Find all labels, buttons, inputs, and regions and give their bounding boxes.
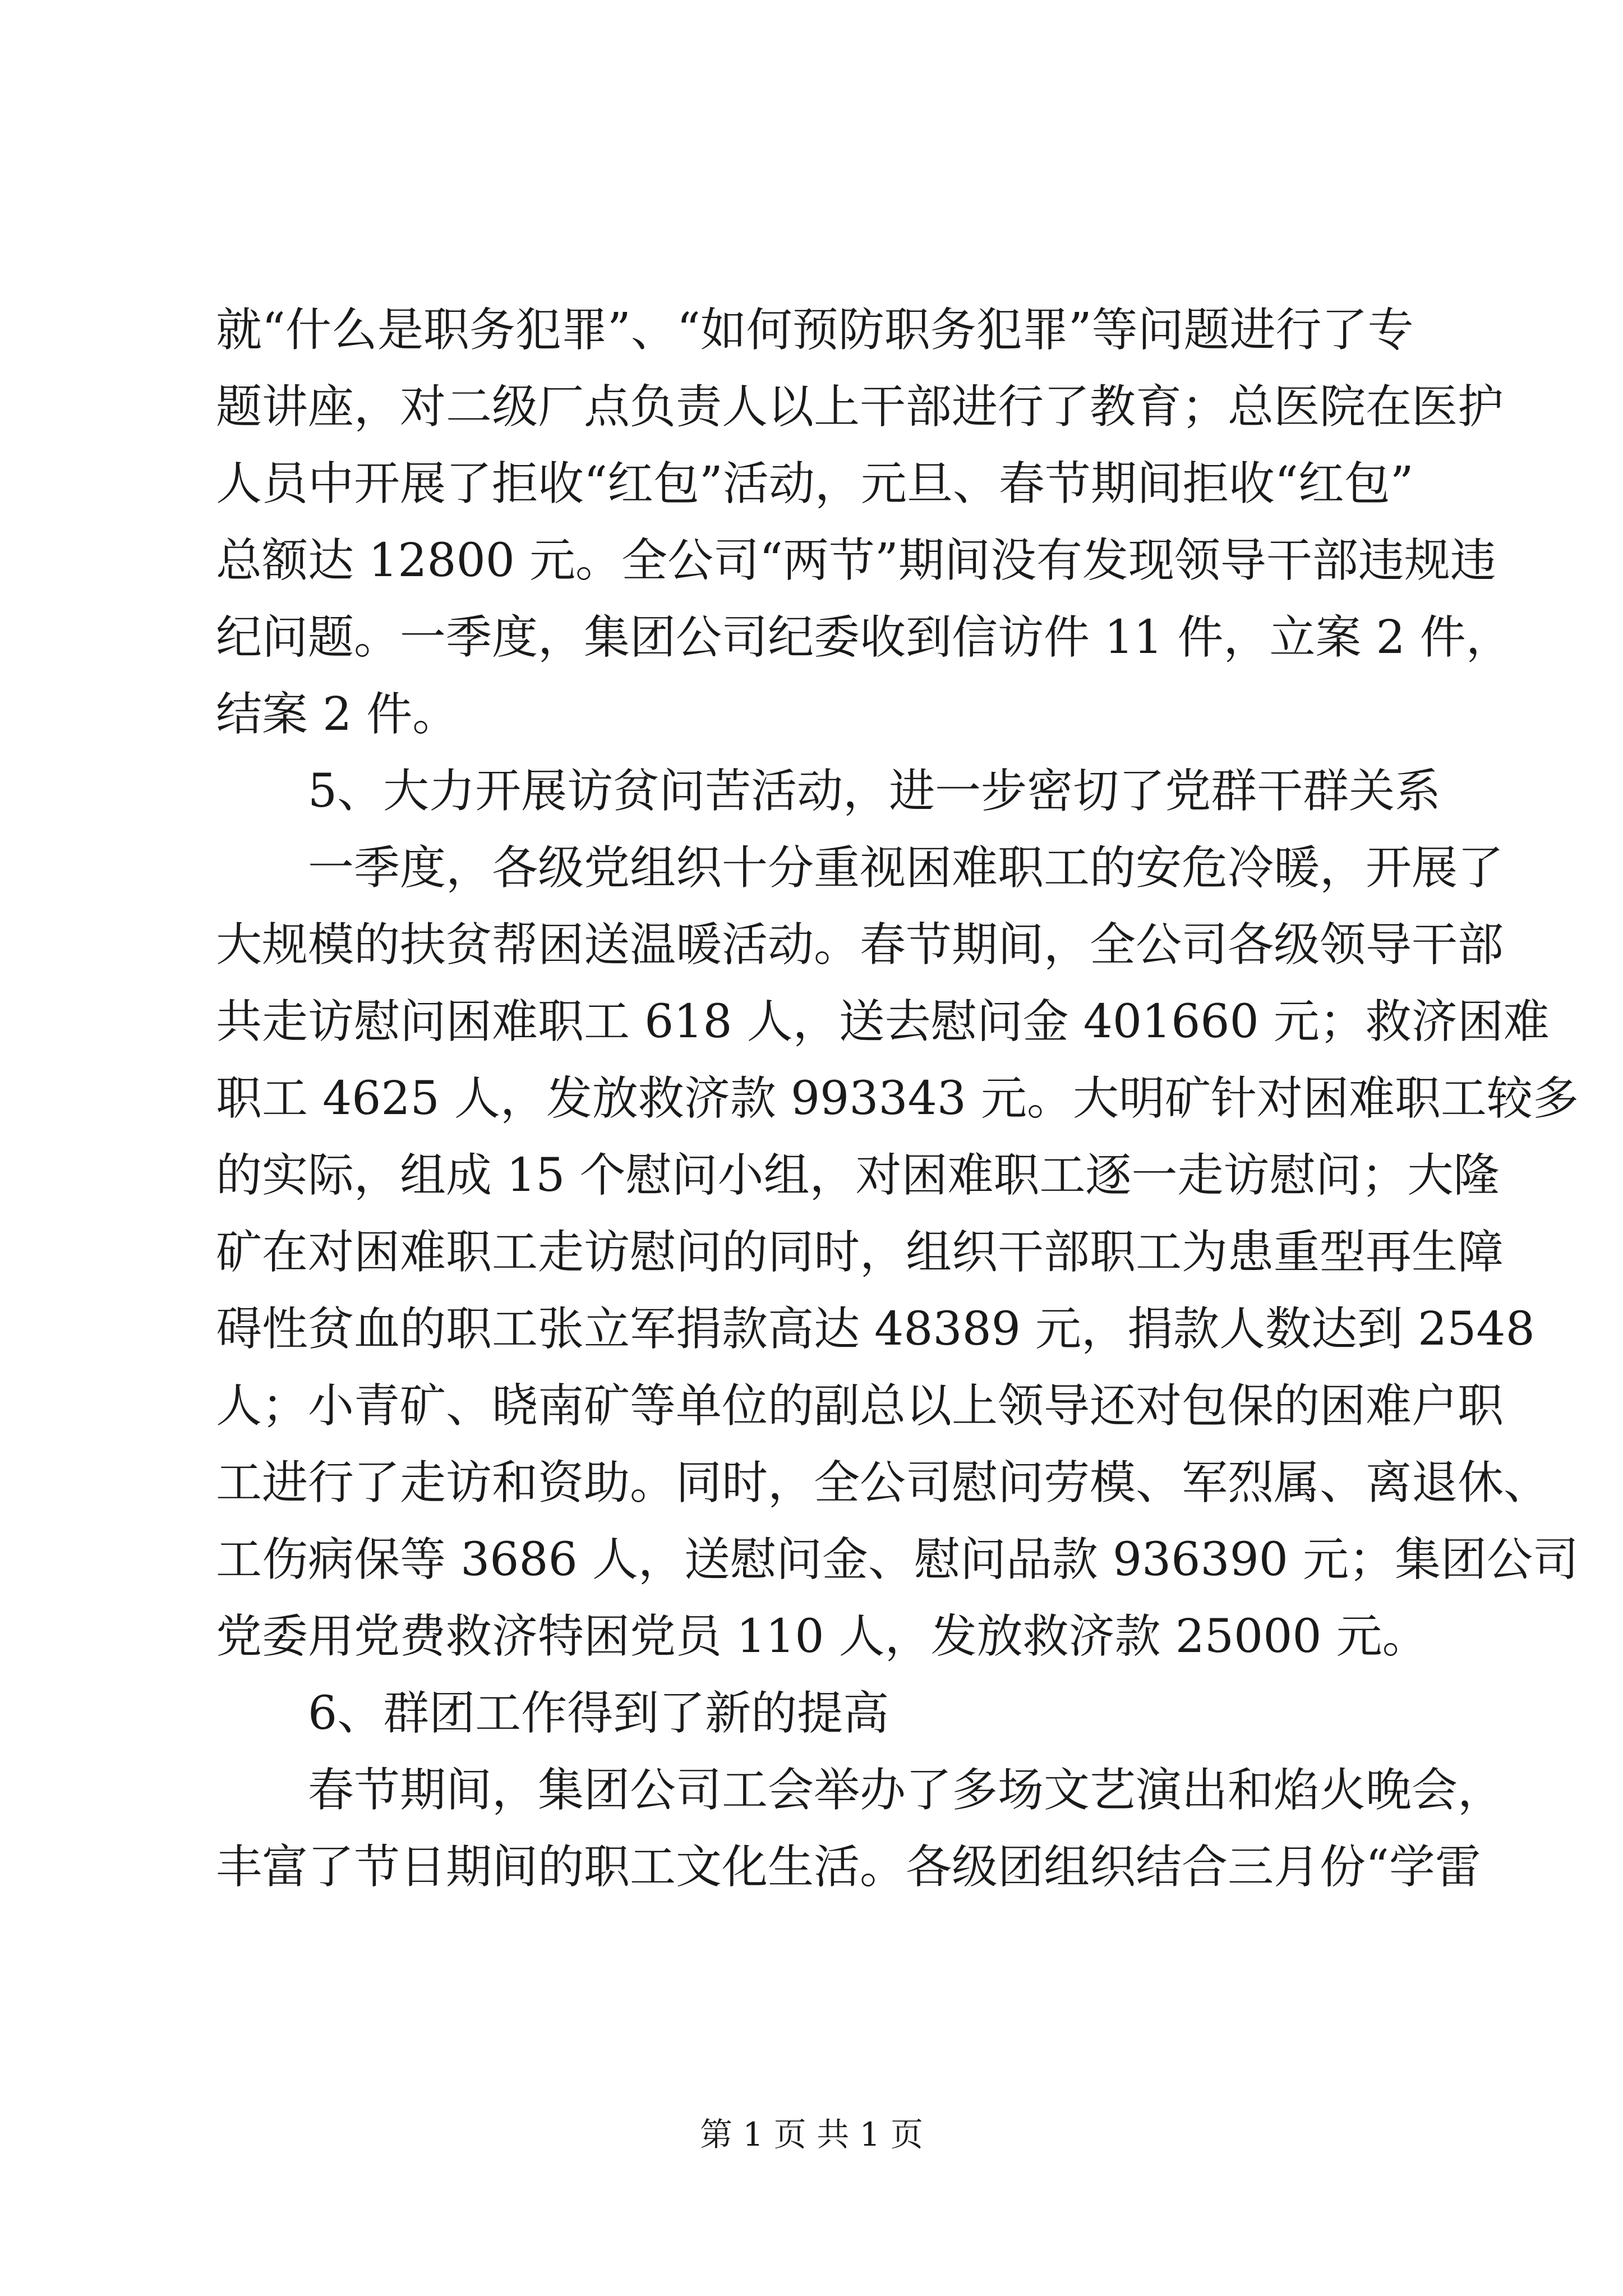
text-line: 碍性贫血的职工张立军捐款高达 48389 元，捐款人数达到 2548 <box>216 1303 1535 1356</box>
paragraph <box>216 830 1579 1675</box>
section-heading <box>216 753 1441 830</box>
text-line: 纪问题。一季度，集团公司纪委收到信访件 11 件，立案 2 件， <box>216 611 1512 664</box>
heading-line: 6、群团工作得到了新的提高 <box>308 1687 889 1740</box>
text-line: 就“什么是职务犯罪”、“如何预防职务犯罪”等问题进行了专 <box>216 303 1414 357</box>
paragraph <box>216 1752 1504 1906</box>
text-line: 工伤病保等 3686 人，送慰问金、慰问品款 936390 元；集团公司 <box>216 1533 1579 1586</box>
text-line: 职工 4625 人，发放救济款 993343 元。大明矿针对困难职工较多 <box>216 1072 1579 1125</box>
text-line: 人；小青矿、晓南矿等单位的副总以上领导还对包保的困难户职 <box>216 1379 1504 1433</box>
text-line: 一季度，各级党组织十分重视困难职工的安危冷暖，开展了 <box>308 841 1504 895</box>
text-line: 人员中开展了拒收“红包”活动，元旦、春节期间拒收“红包” <box>216 457 1414 510</box>
section-heading <box>216 1675 1410 1752</box>
heading-line: 5、大力开展访贫问苦活动，进一步密切了党群干群关系 <box>308 765 1441 818</box>
text-line: 结案 2 件。 <box>216 688 459 741</box>
text-line: 共走访慰问困难职工 618 人，送去慰问金 401660 元；救济困难 <box>216 995 1550 1048</box>
text-line: 总额达 12800 元。全公司“两节”期间没有发现领导干部违规违 <box>216 534 1496 587</box>
text-line: 大规模的扶贫帮困送温暖活动。春节期间，全公司各级领导干部 <box>216 918 1504 972</box>
text-line: 党委用党费救济特困党员 110 人，发放救济款 25000 元。 <box>216 1610 1428 1663</box>
text-line: 题讲座，对二级厂点负责人以上干部进行了教育；总医院在医护 <box>216 380 1504 434</box>
text-line: 丰富了节日期间的职工文化生活。各级团组织结合三月份“学雷 <box>216 1841 1481 1894</box>
document-body <box>216 292 1579 1906</box>
text-line: 工进行了走访和资助。同时，全公司慰问劳模、军烈属、离退休、 <box>216 1456 1550 1510</box>
text-line: 春节期间，集团公司工会举办了多场文艺演出和焰火晚会， <box>308 1764 1504 1817</box>
text-line: 的实际，组成 15 个慰问小组，对困难职工逐一走访慰问；大隆 <box>216 1149 1500 1202</box>
paragraph <box>216 292 1512 753</box>
page-number-footer: 第 1 页 共 1 页 <box>700 2115 923 2154</box>
text-line: 矿在对困难职工走访慰问的同时，组织干部职工为患重型再生障 <box>216 1226 1504 1279</box>
